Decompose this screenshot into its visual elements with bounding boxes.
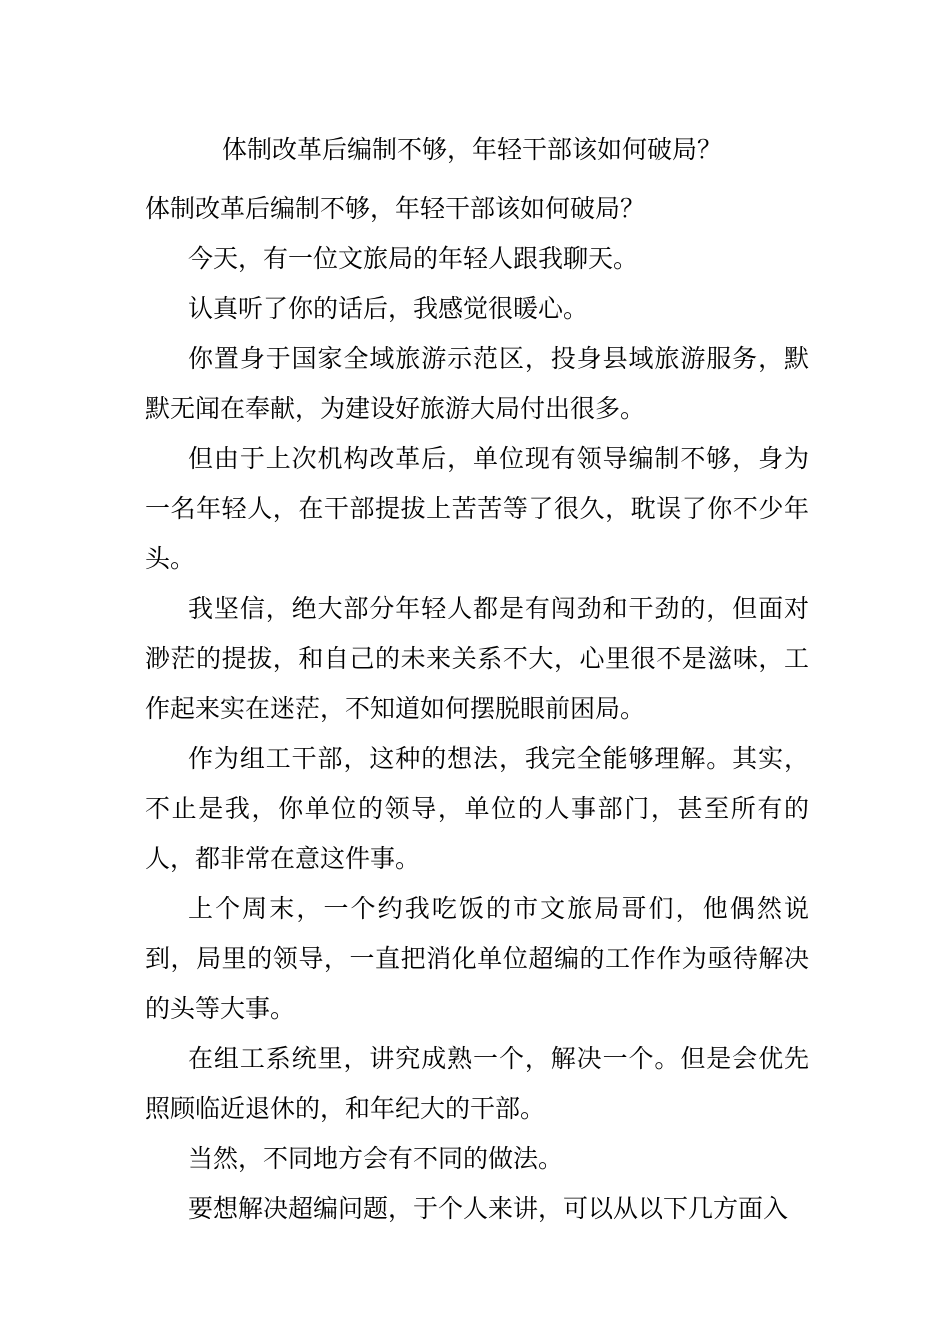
paragraph: 今天，有一位文旅局的年轻人跟我聊天。: [188, 244, 639, 273]
document-title: 体制改革后编制不够，年轻干部该如何破局？: [222, 135, 723, 164]
paragraph: 认真听了你的话后，我感觉很暖心。: [188, 294, 589, 323]
paragraph: 你置身于国家全域旅游示范区，投身县域旅游服务，默默无闻在奉献，为建设好旅游大局付出很多。: [145, 344, 809, 423]
paragraph: 要想解决超编问题，于个人来讲，可以从以下几方面入: [188, 1194, 789, 1223]
paragraph: 但由于上次机构改革后，单位现有领导编制不够，身为一名年轻人，在干部提拔上苦苦等了很久，耽误了你不少年头。: [145, 444, 809, 573]
document-body: [145, 184, 809, 1234]
paragraph: 我坚信，绝大部分年轻人都是有闯劲和干劲的，但面对渺茫的提拔，和自己的未来关系不大，心里很不是滋味，工作起来实在迷茫，不知道如何摆脱眼前困局。: [145, 594, 809, 723]
paragraph: 作为组工干部，这种的想法，我完全能够理解。其实，不止是我，你单位的领导，单位的人事部门，甚至所有的人，都非常在意这件事。: [145, 744, 809, 873]
paragraph: 当然，不同地方会有不同的做法。: [188, 1144, 564, 1173]
paragraph-repeated-title: 体制改革后编制不够，年轻干部该如何破局？: [145, 194, 646, 223]
paragraph: 在组工系统里，讲究成熟一个，解决一个。但是会优先照顾临近退休的，和年纪大的干部。: [145, 1044, 809, 1123]
paragraph: 上个周末，一个约我吃饭的市文旅局哥们，他偶然说到，局里的领导，一直把消化单位超编的工作作为亟待解决的头等大事。: [145, 894, 809, 1023]
